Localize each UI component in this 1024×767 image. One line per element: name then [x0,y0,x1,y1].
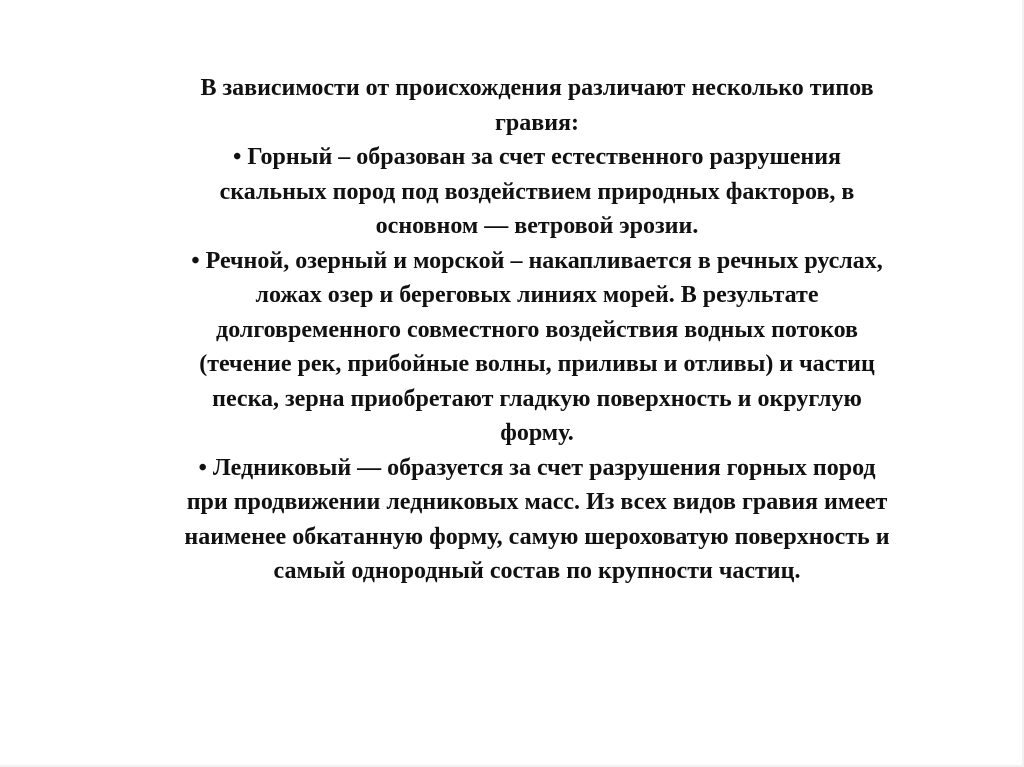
slide-text-block [50,71,1024,589]
text-line: В зависимости от происхождения различают несколько типов [200,75,874,101]
text-line: самый однородный состав по крупности частиц. [273,558,801,584]
text-line: при продвижении ледниковых масс. Из всех видов гравия имеет [186,489,888,515]
text-line: форму. [500,420,574,446]
text-line: • Горный – образован за счет естественного разрушения [232,144,842,170]
text-line: песка, зерна приобретают гладкую поверхность и округлую [212,385,862,412]
text-line: долговременного совместного воздействия водных потоков [216,316,858,343]
text-line: ложах озер и береговых линиях морей. В результате [255,282,819,308]
text-line: основном — ветровой эрозии. [375,213,699,239]
text-line: (течение рек, прибойные волны, приливы и отливы) и частиц [199,351,875,377]
text-line: • Речной, озерный и морской – накапливается в речных руслах, [191,247,883,274]
text-line: скальных пород под воздействием природных факторов, в [219,178,855,205]
text-line: гравия: [494,109,579,136]
text-line: наименее обкатанную форму, самую шероховатую поверхность и [184,523,890,550]
text-line: • Ледниковый — образуется за счет разрушения горных пород [198,454,876,481]
